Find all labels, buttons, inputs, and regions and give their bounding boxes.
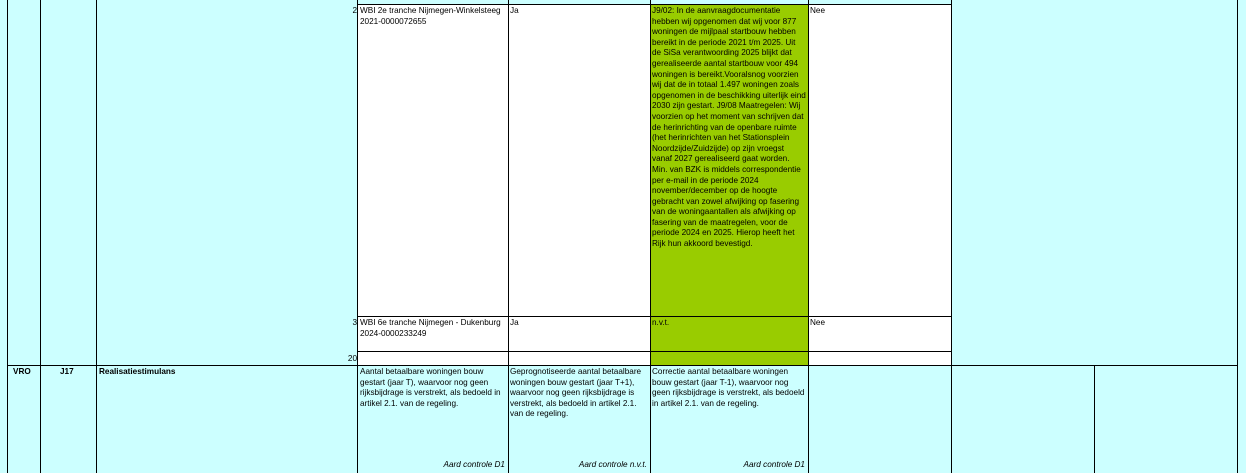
indicator-col3-text: Correctie aantal betaalbare woningen bouw gestart (jaar T-1), waarvoor nog geen rijksbijdrage is verstrekt, als bedoeld in artikel 2.1. van de regeling. bbox=[652, 367, 805, 408]
regulation-title: Realisatiestimulans bbox=[99, 367, 176, 376]
row-2-name-cell[interactable] bbox=[358, 5, 508, 317]
indicator-col1-text: Aantal betaalbare woningen bouw gestart (jaar T), waarvoor nog geen rijksbijdrage is verstrekt, als bedoeld in artikel 2.1. van de regeling. bbox=[360, 367, 501, 408]
row-2-answer-cell[interactable] bbox=[508, 5, 650, 317]
row-20-blank-3[interactable] bbox=[650, 352, 808, 365]
regulation-code: J17 bbox=[60, 367, 74, 376]
row-2-explanation-cell[interactable] bbox=[650, 5, 808, 317]
indicator-col2-text: Geprognotiseerde aantal betaalbare woningen bouw gestart (jaar T+1), waarvoor nog geen rijksbijdrage is verstrekt, als bedoeld in artikel 2.1. van de regeling. bbox=[510, 367, 642, 419]
row-2-answer: Ja bbox=[510, 6, 519, 15]
row-20-blank-4[interactable] bbox=[808, 352, 951, 365]
row-number-3: 3 bbox=[352, 318, 357, 327]
row-2-explanation: J9/02: In de aanvraagdocumentatie hebben wij opgenomen dat wij voor 877 woningen de mijlpaal startbouw hebben bereikt in de periode 2021 t/m 2025. Uit de SiSa verantwoording 2025 blijkt dat gerealiseerde aantal startbouw voor 494 woningen is bereikt.Vooralsnog voorzien wij dat de in totaal 1.497 woningen zoals opgenomen in de beschikking uiterlijk eind 2030 zijn gestart. J9/08 Maatregelen: Wij voorzien op het moment van schrijven dat de herinrichting van de openbare ruimte (het herinrichten van het Stationsplein Noordzijde/Zuidzijde) op zijn vroegst vanaf 2027 gerealiseerd gaat worden. Min. van BZK is middels correspondentie per e-mail in de periode 2024 november/december op de hoogte gebracht van zowel afwijking op fasering van de woningaantallen als afwijking op fasering van de maatregelen, voor de periode 2024 en 2025. Hierop heeft het Rijk hun akkoord bevestigd. bbox=[652, 6, 806, 249]
row-3-explanation-cell[interactable] bbox=[650, 317, 808, 352]
row-3-final-cell[interactable] bbox=[808, 317, 951, 352]
row-number-20: 20 bbox=[347, 354, 357, 363]
row-3-name-cell[interactable] bbox=[358, 317, 508, 352]
row-3-explanation: n.v.t. bbox=[652, 318, 670, 327]
row-2-name: WBI 2e tranche Nijmegen-Winkelsteeg 2021-0000072655 bbox=[360, 6, 501, 26]
row-2-final-cell[interactable] bbox=[808, 5, 951, 317]
row-3-name: WBI 6e tranche Nijmegen - Dukenburg 2024-0000233249 bbox=[360, 318, 501, 338]
control-type-col3: Aard controle D1 bbox=[743, 460, 805, 469]
row-3-answer-cell[interactable] bbox=[508, 317, 650, 352]
row-number-2: 2 bbox=[352, 6, 357, 15]
row-3-final: Nee bbox=[810, 318, 826, 327]
control-type-col2: Aard controle n.v.t. bbox=[578, 460, 647, 469]
row-20-blank-2[interactable] bbox=[508, 352, 650, 365]
department-code: VRO bbox=[13, 367, 31, 376]
row-20-blank-1[interactable] bbox=[358, 352, 508, 365]
row-2-final: Nee bbox=[810, 6, 826, 15]
row-3-answer: Ja bbox=[510, 318, 519, 327]
control-type-col1: Aard controle D1 bbox=[443, 460, 505, 469]
